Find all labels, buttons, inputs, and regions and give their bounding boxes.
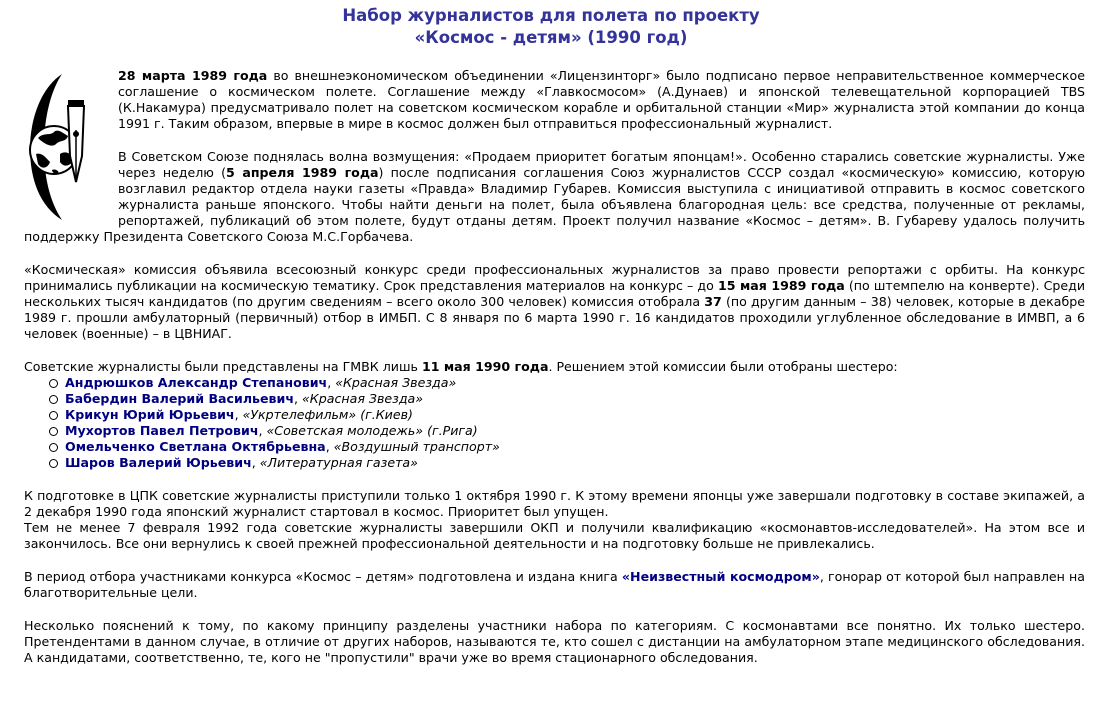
paragraph-book-text-a: В период отбора участниками конкурса «Космос – детям» подготовлена и издана книга bbox=[24, 569, 622, 584]
journalist-link[interactable]: Омельченко Светлана Октябрьевна bbox=[65, 439, 326, 454]
book-link[interactable]: «Неизвестный космодром» bbox=[621, 569, 820, 584]
paragraph-categories bbox=[24, 618, 1085, 666]
separator: , bbox=[294, 391, 303, 406]
bullet-icon bbox=[49, 427, 58, 436]
date-gmvk: 11 мая 1990 года bbox=[421, 359, 549, 374]
separator: , bbox=[325, 439, 334, 454]
separator: , bbox=[234, 407, 243, 422]
bullet-icon bbox=[49, 459, 58, 468]
paragraph-contest-text-b: (по штемпелю на конверте). Среди нескольких тысяч кандидатов (по другим сведениям – всего около 300 человек) комиссия отобрала bbox=[24, 278, 1086, 309]
paragraph-contest-text-a: «Космическая» комиссия объявила всесоюзный конкурс среди профессиональных журналистов за право провести репортажи с орбиты. На конкурс принимались публикации на космическую тематику. Срок представления материалов на конкурс – до bbox=[24, 262, 1085, 293]
paragraph-book bbox=[24, 569, 1085, 601]
publication: «Укртелефильм» (г.Киев) bbox=[242, 407, 413, 422]
date-agreement: 28 марта 1989 года bbox=[118, 68, 268, 83]
publication: «Красная Звезда» bbox=[335, 375, 457, 390]
paragraph-training-line-1: К подготовке в ЦПК советские журналисты приступили только 1 октября 1990 г. К этому времени японцы уже завершали подготовку в составе экипажей, а 2 декабря 1990 года японский журналист стартовал в космос. Приоритет был упущен. bbox=[24, 488, 1085, 519]
paragraph-agreement-text: во внешнеэкономическом объединении «Лицензинторг» было подписано первое неправительственное коммерческое соглашение о космическом полете. Соглашение между «Главкосмосом» (А.Дунаев) и японской телевещательной корпорацией TBS (К.Накамура) предусматривало полет на советском космическом корабле и орбитальной станции «Мир» журналиста этой компании до конца 1991 г. Таким образом, впервые в мире в космос должен был отправиться профессиональный журналист. bbox=[118, 68, 1085, 131]
bullet-icon bbox=[49, 379, 58, 388]
journalist-link[interactable]: Крикун Юрий Юрьевич bbox=[65, 407, 235, 422]
paragraph-training-line-2: Тем не менее 7 февраля 1992 года советские журналисты завершили ОКП и получили квалификацию «космонавтов-исследователей». На этом все и закончилось. Все они вернулись к своей прежней профессиональной деятельности и на подготовку больше не привлекались. bbox=[24, 520, 1085, 551]
separator: , bbox=[327, 375, 336, 390]
publication: «Воздушный транспорт» bbox=[333, 439, 500, 454]
page-title-line-1: Набор журналистов для полета по проекту bbox=[342, 6, 760, 25]
list-item bbox=[46, 439, 1085, 455]
list-item bbox=[46, 423, 1085, 439]
date-commission: 5 апреля 1989 года bbox=[226, 165, 379, 180]
journalist-link[interactable]: Бабердин Валерий Васильевич bbox=[65, 391, 294, 406]
list-item bbox=[46, 391, 1085, 407]
candidate-count: 37 bbox=[704, 294, 722, 309]
journalist-link[interactable]: Андрюшков Александр Степанович bbox=[65, 375, 328, 390]
journalist-link[interactable]: Шаров Валерий Юрьевич bbox=[65, 455, 252, 470]
paragraph-training bbox=[24, 488, 1085, 552]
publication: «Советская молодежь» (г.Рига) bbox=[266, 423, 478, 438]
article-body bbox=[24, 68, 1085, 683]
paragraph-contest-text-c: (по другим данным – 38) человек, которые в декабре 1989 г. прошли амбулаторный (первичный) отбор в ИМБП. С 8 января по 6 марта 1990 г. 16 кандидатов проходили углубленное обследование в ИМВП, а 6 человек (военные) – в ЦВНИАГ. bbox=[24, 294, 1085, 341]
list-item bbox=[46, 455, 1085, 471]
paragraph-book-text-b: , гонорар от которой был направлен на благотворительные цели. bbox=[24, 569, 1086, 600]
date-deadline: 15 мая 1989 года bbox=[717, 278, 845, 293]
paragraph-protest-text-b: ) после подписания соглашения Союз журналистов СССР создал «космическую» комиссию, которую возглавил редактор отдела науки газеты «Правда» Владимир Губарев. Комиссия выступила с инициативой отправить в космос советского журналиста раньше японского. Чтобы найти деньги на полет, была объявлена благородная цель: все средства, полученные от рекламы, репортажей, публикаций об этом полете, будут отданы детям. Проект получил название «Космос – детям». В. Губареву удалось получить поддержку Президента Советского Союза М.С.Горбачева. bbox=[24, 165, 1085, 244]
paragraph-categories-text: Несколько пояснений к тому, по какому принципу разделены участники набора по категориям. С космонавтами все понятно. Их только шестеро. Претендентами в данном случае, в отличие от других наборов, называются те, кто сошел с дистанции на амбулаторном этапе медицинского обследования. А кандидатами, соответственно, те, кого не "пропустили" врачи уже во время стационарного обследования. bbox=[24, 618, 1085, 665]
paragraph-selection bbox=[24, 359, 1085, 375]
bullet-icon bbox=[49, 411, 58, 420]
list-item bbox=[46, 407, 1085, 423]
journalist-link[interactable]: Мухортов Павел Петрович bbox=[65, 423, 259, 438]
page-title bbox=[0, 5, 1102, 49]
publication: «Красная Звезда» bbox=[302, 391, 424, 406]
paragraph-selection-text-b: . Решением этой комиссии были отобраны шестеро: bbox=[548, 359, 898, 374]
separator: , bbox=[251, 455, 260, 470]
journalist-list bbox=[24, 375, 1085, 471]
bullet-icon bbox=[49, 443, 58, 452]
paragraph-selection-text-a: Советские журналисты были представлены на ГМВК лишь bbox=[24, 359, 422, 374]
bullet-icon bbox=[49, 395, 58, 404]
globe-pen-emblem-icon bbox=[24, 70, 104, 224]
selection-block bbox=[24, 359, 1085, 471]
separator: , bbox=[258, 423, 267, 438]
paragraph-protest bbox=[24, 149, 1085, 245]
page-title-line-2: «Космос - детям» (1990 год) bbox=[414, 28, 688, 47]
paragraph-protest-text-a: В Советском Союзе поднялась волна возмущения: «Продаем приоритет богатым японцам!». Особенно старались советские журналисты. Уже через неделю ( bbox=[118, 149, 1085, 180]
paragraph-contest bbox=[24, 262, 1085, 342]
publication: «Литературная газета» bbox=[259, 455, 418, 470]
list-item bbox=[46, 375, 1085, 391]
paragraph-agreement bbox=[24, 68, 1085, 132]
